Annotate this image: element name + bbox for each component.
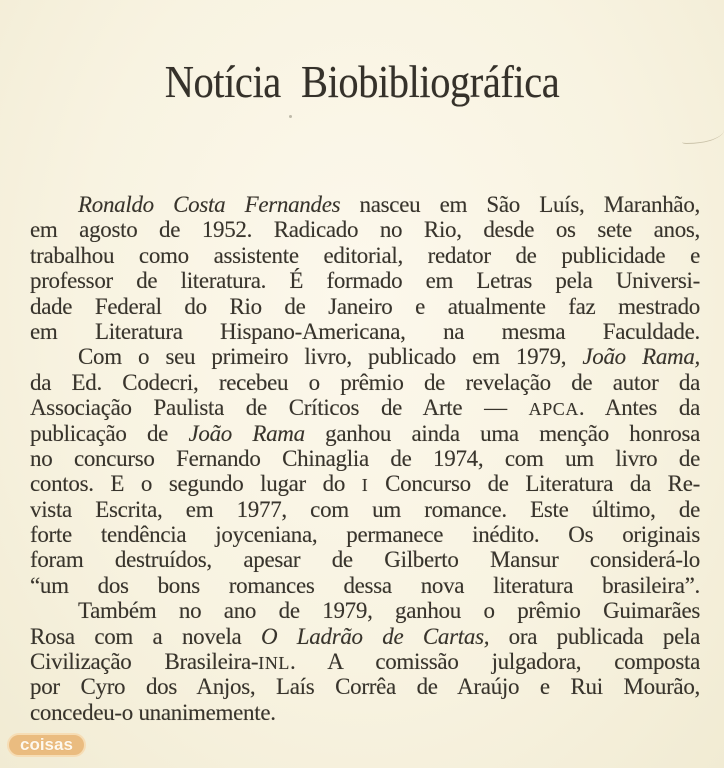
text-line: [30, 674, 700, 699]
text-line: [30, 446, 700, 471]
text-run: João Rama,: [582, 344, 700, 370]
paragraph: [30, 598, 700, 725]
text-line: [30, 649, 700, 674]
text-run: dade Federal do Rio de Janeiro e atualmente faz mestrado: [30, 293, 700, 319]
text-line: [30, 294, 700, 319]
text-line: [30, 573, 700, 598]
text-run: por Cyro dos Anjos, Laís Corrêa de Araújo e Rui Mourão,: [30, 674, 700, 700]
paragraph: [30, 192, 700, 344]
text-line: [30, 471, 700, 496]
text-line: [30, 624, 700, 649]
text-run: APCA: [528, 399, 579, 420]
text-run: O Ladrão de Cartas,: [260, 623, 490, 649]
text-run: Rosa com a novela: [30, 623, 261, 649]
body-text: [30, 192, 700, 725]
text-run: INL: [258, 653, 290, 674]
text-run: da Ed. Codecri, recebeu o prêmio de revelação de autor da: [30, 369, 700, 395]
text-line: [30, 319, 700, 344]
text-run: . A comissão julgadora, composta: [289, 649, 700, 675]
text-line: [30, 370, 700, 395]
text-run: vista Escrita, em 1977, com um romance. Este último, de: [30, 496, 700, 522]
text-run: contos. E o segundo lugar do: [30, 471, 362, 497]
text-line: [30, 243, 700, 268]
text-line: [30, 598, 700, 623]
text-run: . Antes da: [578, 395, 700, 421]
text-run: professor de literatura. É formado em Letras pela Universi-: [30, 268, 700, 294]
text-line: [30, 217, 700, 242]
text-run: em Literatura Hispano-Americana, na mesma Faculdade.: [30, 318, 700, 344]
text-line: [30, 522, 700, 547]
text-run: Ronaldo Costa Fernandes: [78, 192, 341, 217]
scan-hairline-artifact: [682, 128, 724, 144]
text-run: no concurso Fernando Chinaglia de 1974, com um livro de: [30, 445, 700, 471]
text-line: [30, 421, 700, 446]
text-run: Com o seu primeiro livro, publicado em 1979,: [78, 344, 583, 370]
text-run: Concurso de Literatura da Re-: [368, 471, 700, 497]
text-run: I: [361, 475, 369, 496]
text-line: [30, 395, 700, 420]
text-line: [30, 268, 700, 293]
text-run: concedeu-o unanimemente.: [30, 699, 276, 725]
watermark-label: coisas: [20, 735, 73, 754]
scan-speck: [289, 115, 292, 118]
text-run: ganhou ainda uma menção honrosa: [304, 420, 700, 446]
text-run: João Rama: [188, 420, 305, 446]
text-run: trabalhou como assistente editorial, redator de publicidade e: [30, 242, 700, 268]
text-line: [30, 700, 700, 725]
text-run: “um dos bons romances dessa nova literatura brasileira”.: [30, 572, 700, 598]
text-line: [30, 192, 700, 217]
text-run: em agosto de 1952. Radicado no Rio, desde os sete anos,: [30, 217, 700, 243]
text-run: foram destruídos, apesar de Gilberto Mansur considerá-lo: [30, 547, 700, 573]
text-run: forte tendência joyceniana, permanece inédito. Os originais: [30, 522, 700, 548]
page-title: Notícia Biobibliográfica: [164, 55, 560, 107]
text-run: publicação de: [30, 420, 189, 446]
text-run: Também no ano de 1979, ganhou o prêmio Guimarães: [78, 598, 700, 624]
text-run: nasceu em São Luís, Maranhão,: [340, 192, 700, 217]
text-line: [30, 497, 700, 522]
text-line: [30, 547, 700, 572]
text-line: [30, 344, 700, 369]
text-run: Associação Paulista de Críticos de Arte —: [30, 395, 529, 421]
text-run: ora publicada pela: [489, 623, 700, 649]
watermark-badge: [7, 733, 86, 757]
paragraph: [30, 344, 700, 598]
text-run: Civilização Brasileira-: [30, 649, 259, 675]
